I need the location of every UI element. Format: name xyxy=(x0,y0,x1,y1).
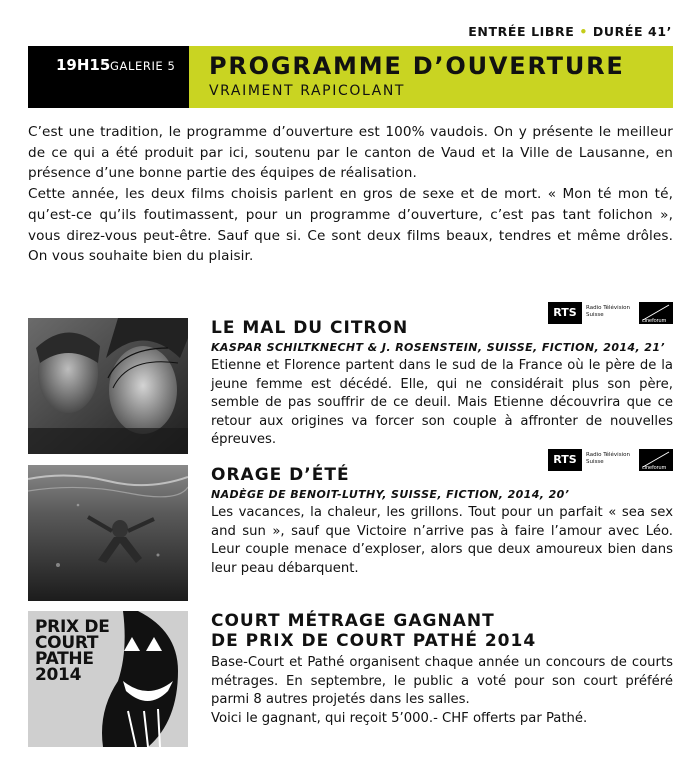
title-block xyxy=(189,46,673,108)
sponsor-logos xyxy=(548,449,673,475)
prix-de-court-poster xyxy=(28,611,188,747)
intro-paragraph-2: Cette année, les deux films choisis parlent en gros de sexe et de mort. « Mon té mon té, qu’est-ce qu’ils foutimassent, pour un programme d’ouverture, c’est pas tant folichon », vous direz-vous peut-être. Sauf que si. Ce sont deux films beaux, tendres et même drôles. On vous souhaite bien du plaisir. xyxy=(28,186,673,265)
film-still-orage-d-ete xyxy=(28,465,188,601)
entry-duration-info xyxy=(468,24,672,39)
rts-caption xyxy=(586,452,630,466)
time-label: 19H15 xyxy=(56,56,111,74)
poster-line-1: PRIX DE xyxy=(35,617,110,637)
time-location-block xyxy=(28,46,189,108)
rts-caption-line2: Suisse xyxy=(586,459,604,465)
film-title: ORAGE D’ÉTÉ xyxy=(211,465,350,485)
cineforum-logo-text: cineforum xyxy=(642,318,667,324)
rts-logo: RTS xyxy=(548,449,582,471)
film-credit: NADÈGE DE BENOIT-LUTHY, SUISSE, FICTION, 2014, 20’ xyxy=(211,488,570,501)
rts-caption-line1: Radio Télévision xyxy=(586,452,630,458)
room-label: GALERIE 5 xyxy=(110,59,176,73)
cineforum-logo xyxy=(639,449,673,471)
poster-line-4: 2014 xyxy=(35,665,82,685)
film-title: LE MAL DU CITRON xyxy=(211,318,409,338)
poster-title xyxy=(35,619,110,683)
rts-caption-line1: Radio Télévision xyxy=(586,305,630,311)
film-still-le-mal-du-citron xyxy=(28,318,188,454)
cineforum-logo-text: cineforum xyxy=(642,465,667,471)
film-description: Base-Court et Pathé organisent chaque année un concours de courts métrages. En septembre, le public a voté pour son court préféré parmi 8 autres projetés dans les salles. xyxy=(211,655,673,708)
film-credit: KASPAR SCHILTKNECHT & J. ROSENSTEIN, SUISSE, FICTION, 2014, 21’ xyxy=(211,341,665,354)
sponsor-logos xyxy=(548,302,673,328)
program-title: PROGRAMME D’OUVERTURE xyxy=(209,52,625,80)
film-title-line-1: COURT MÉTRAGE GAGNANT xyxy=(211,611,495,631)
film-title-line-2: DE PRIX DE COURT PATHÉ 2014 xyxy=(211,631,537,651)
rts-caption xyxy=(586,305,630,319)
poster-line-2: COURT xyxy=(35,633,99,653)
rts-caption-line2: Suisse xyxy=(586,312,604,318)
poster-line-3: PATHE xyxy=(35,649,94,669)
intro-text xyxy=(28,122,673,267)
program-subtitle: VRAIMENT RAPICOLANT xyxy=(209,83,406,99)
duration-label: DURÉE 41’ xyxy=(592,24,672,39)
cineforum-logo xyxy=(639,302,673,324)
intro-paragraph-1: C’est une tradition, le programme d’ouverture est 100% vaudois. On y présente le meilleur de ce qui a été produit par ici, soutenu par le canton de Vaud et la Ville de Lausanne, en présence d’une bonne partie des équipes de réalisation. xyxy=(28,124,673,182)
film-description: Les vacances, la chaleur, les grillons. Tout pour un parfait « sea sex and sun », sauf que Victoire n’arrive pas à faire l’amour avec Léo. Leur couple menace d’exploser, alors que deux amoureux bien dans leur peau débarquent. xyxy=(211,505,673,576)
film-description: Etienne et Florence partent dans le sud de la France où le père de la jeune femme est décédé. Elle, qui ne considérait plus son père, semble de pas souffrir de ce deuil. Mais Etienne découvrira que ce retour aux origines va forcer son couple à affronter de nouvelles épreuves. xyxy=(211,358,673,448)
film-description-2: Voici le gagnant, qui reçoit 5’000.- CHF offerts par Pathé. xyxy=(211,710,588,726)
program-header-band xyxy=(28,46,673,108)
rts-logo: RTS xyxy=(548,302,582,324)
bullet-separator: • xyxy=(579,24,588,39)
entree-libre-label: ENTRÉE LIBRE xyxy=(468,24,575,39)
